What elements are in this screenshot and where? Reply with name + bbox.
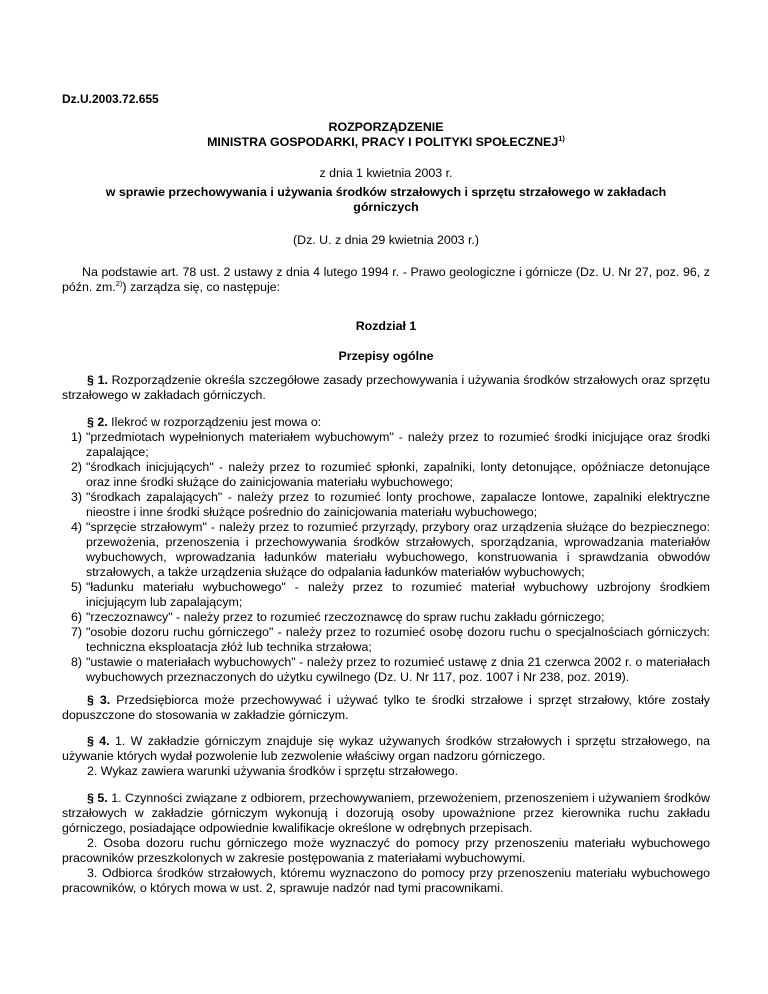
list-item: 1) "przedmiotach wypełnionych materiałem wybuchowym" - należy przez to rozumieć środki inicjujące oraz środki zapalające; <box>70 430 710 459</box>
list-item: 8) "ustawie o materiałach wybuchowych" - należy przez to rozumieć ustawę z dnia 21 czerwca 2002 r. o materiałach wybuchowych przeznaczonych do użytku cywilnego (Dz. U. Nr 117, poz. 1007 i Nr 238, poz. 2019). <box>70 655 710 684</box>
list-item: 5) "ładunku materiału wybuchowego" - należy przez to rozumieć materiał wybuchowy uzbrojony środkiem inicjującym lub zapalającym; <box>70 580 710 609</box>
chapter-label: Rozdział 1 <box>355 319 417 333</box>
preamble-footnote-marker: 2) <box>115 278 123 288</box>
title-footnote-marker: 1) <box>558 133 565 143</box>
paragraph-3: § 3. Przedsiębiorca może przechowywać i używać tylko te środki strzałowe i sprzęt strzałowy, które zostały dopuszczone do stosowania w zakładzie górniczym. <box>62 693 710 722</box>
paragraph-2: § 2. Ilekroć w rozporządzeniu jest mowa o: 1) "przedmiotach wypełnionych materiałem wybuchowym" - należy przez to rozumieć środki inicjujące oraz środki zapalające; 2) "środkach inicjujących" - należy przez to rozumieć spłonki, zapalniki, lonty detonujące, opóźniacze detonujące oraz inne środki służące do zainicjowania materiału wybuchowego; 3) "środkach zapalających" - należy przez to rozumieć lonty prochowe, zapalacze lontowe, zapalniki elektryczne nieostre i inne środki służące pośrednio do zainicjowania materiału wybuchowego; 4) "sprzęcie strzałowym" - należy przez to rozumieć przyrządy, przybory oraz urządzenia służące do bezpiecznego: przewożenia, przenoszenia i przechowywania środków strzałowych, sporządzania, wprowadzania materiałów wybuchowych, wprowadzania ładunków materiału wybuchowego, konstruowania i sprawdzania obwodów strzałowych, a także urządzenia służące do odpalania ładunków materiałów wybuchowych; 5) "ładunku materiału wybuchowego" - należy przez to rozumieć materiał wybuchowy uzbrojony środkiem inicjującym lub zapalającym; 6) "rzeczoznawcy" - należy przez to rozumieć rzeczoznawcę do spraw ruchu zakładu górniczego; 7) "osobie dozoru ruchu górniczego" - należy przez to rozumieć osobę dozoru ruchu o specjalnościach górniczych: techniczna eksploatacja złóż lub technika strzałowa; 8) "ustawie o materiałach wybuchowych" - należy przez to rozumieć ustawę z dnia 21 czerwca 2002 r. o materiałach wybuchowych przeznaczonych do użytku cywilnego (Dz. U. Nr 117, poz. 1007 i Nr 238, poz. 2019). <box>62 415 710 685</box>
regulation-title <box>62 120 710 150</box>
regulation-subject <box>62 185 710 215</box>
paragraph-sign: § 3. <box>87 693 111 707</box>
list-item: 3) "środkach zapalających" - należy przez to rozumieć lonty prochowe, zapalacze lontowe, zapalniki elektryczne nieostre i inne środki służące pośrednio do zainicjowania materiału wybuchowego; <box>70 490 710 519</box>
paragraph-sign: § 5. <box>87 791 108 805</box>
list-item: 7) "osobie dozoru ruchu górniczego" - należy przez to rozumieć osobę dozoru ruchu o specjalnościach górniczych: techniczna eksploatacja złóż lub technika strzałowa; <box>70 625 710 654</box>
paragraph-5: § 5. 1. Czynności związane z odbiorem, przechowywaniem, przewożeniem, przenoszeniem i używaniem środków strzałowych w zakładzie górniczym wykonują i dozorują osoby upoważnione przez kierownika ruchu zakładu górniczego, posiadające odpowiednie kwalifikacje określone w odrębnych przepisach. 2. Osoba dozoru ruchu górniczego może wyznaczyć do pomocy przy przenoszeniu materiału wybuchowego pracowników przeszkolonych w zakresie postępowania z materiałami wybuchowymi. 3. Odbiorca środków strzałowych, któremu wyznaczono do pomocy przy przenoszeniu materiału wybuchowego pracowników, o których mowa w ust. 2, sprawuje nadzór nad tymi pracownikami. <box>62 791 710 895</box>
paragraph-sign: § 1. <box>87 373 108 387</box>
list-item: 6) "rzeczoznawcy" - należy przez to rozumieć rzeczoznawcę do spraw ruchu zakładu górniczego; <box>70 610 605 624</box>
list-item: 4) "sprzęcie strzałowym" - należy przez to rozumieć przyrządy, przybory oraz urządzenia służące do bezpiecznego: przewożenia, przenoszenia i przechowywania środków strzałowych, sporządzania, wprowadzania materiałów wybuchowych, wprowadzania ładunków materiału wybuchowego, konstruowania i sprawdzania obwodów strzałowych, a także urządzenia służące do odpalania ładunków materiałów wybuchowych; <box>70 520 710 579</box>
subject-line-2: górniczych <box>353 200 419 214</box>
title-line-2: MINISTRA GOSPODARKI, PRACY I POLITYKI SPOŁECZNEJ$^{1)}$ <box>207 133 565 149</box>
paragraph-sign: § 2. <box>87 415 108 429</box>
preamble: Na podstawie art. 78 ust. 2 ustawy z dnia 4 lutego 1994 r. - Prawo geologiczne i górnicze (Dz. U. Nr 27, poz. 96, z późn. zm.$^{2)}$) zarządza się, co następuje: <box>62 265 710 294</box>
paragraph-1: § 1. Rozporządzenie określa szczegółowe zasady przechowywania i używania środków strzałowych oraz sprzętu strzałowego w zakładach górniczych. <box>62 373 710 402</box>
publication-note: (Dz. U. z dnia 29 kwietnia 2003 r.) <box>293 233 479 247</box>
chapter-title: Przepisy ogólne <box>338 349 434 363</box>
subject-line-1: w sprawie przechowywania i używania środków strzałowych i sprzętu strzałowego w zakładach <box>105 185 667 199</box>
title-line-1: ROZPORZĄDZENIE <box>328 120 444 134</box>
definitions-list <box>62 430 710 685</box>
paragraph-4: § 4. 1. W zakładzie górniczym znajduje się wykaz używanych środków strzałowych i sprzętu strzałowego, na używanie których wydał pozwolenie lub zezwolenie właściwy organ nadzoru górniczego. 2. Wykaz zawiera warunki używania środków i sprzętu strzałowego. <box>62 734 711 778</box>
paragraph-sign: § 4. <box>87 734 110 748</box>
list-item: 2) "środkach inicjujących" - należy przez to rozumieć spłonki, zapalniki, lonty detonujące, opóźniacze detonujące oraz inne środki służące do zainicjowania materiału wybuchowego; <box>70 460 710 489</box>
document-id: Dz.U.2003.72.655 <box>62 92 159 106</box>
regulation-date: z dnia 1 kwietnia 2003 r. <box>319 166 453 180</box>
